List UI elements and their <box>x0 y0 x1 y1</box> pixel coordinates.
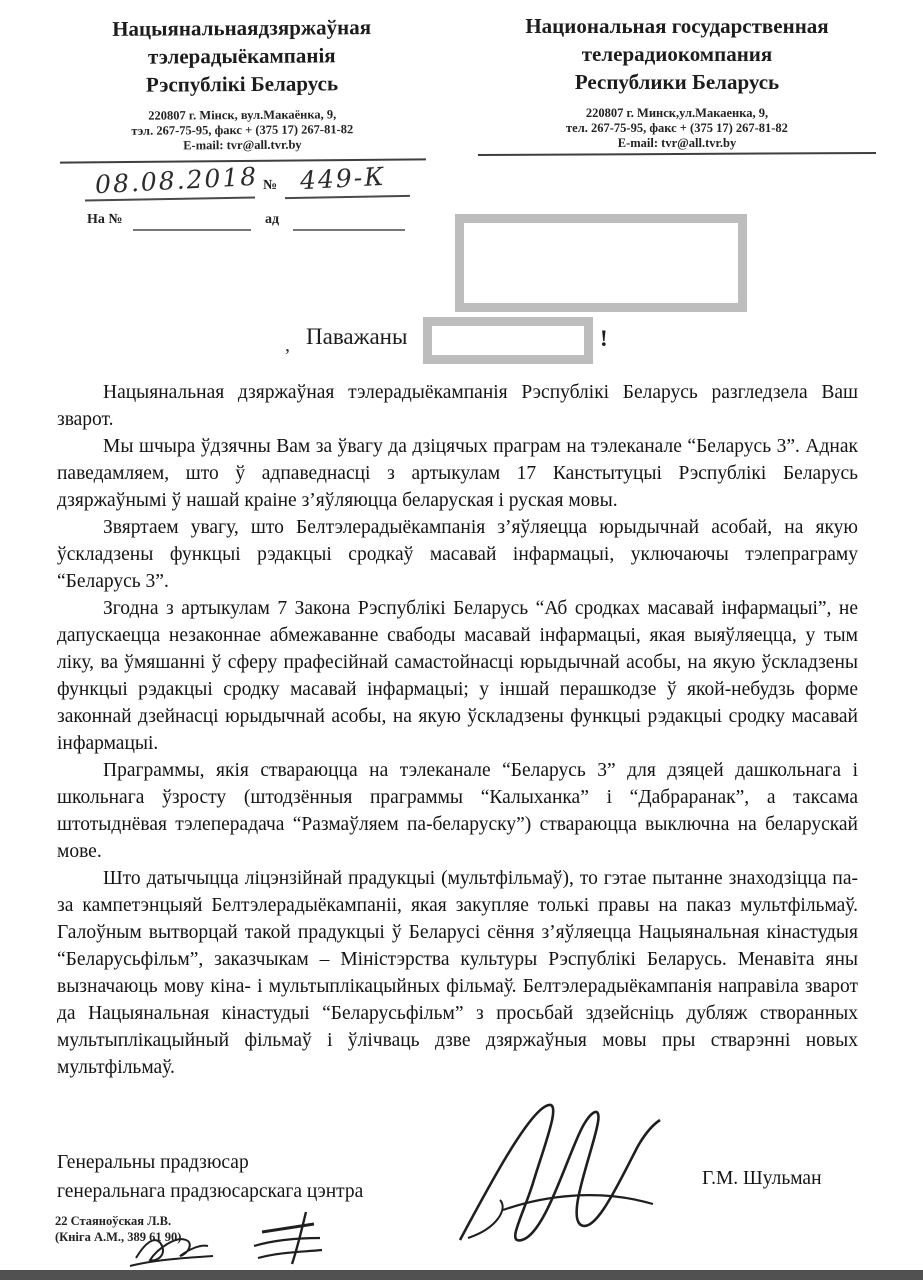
stray-comma-mark: ‚ <box>284 334 291 356</box>
redaction-box-addressee <box>455 214 747 312</box>
salutation-line <box>284 324 608 356</box>
handwritten-initial-mark <box>128 1228 218 1273</box>
org-name-line: телерадиокомпания <box>581 42 773 66</box>
body-paragraph: Нацыянальная дзяржаўная тэлерадыёкампанія Рэспублікі Беларусь разгледзела Ваш зварот. <box>57 382 858 430</box>
salutation-text: Паважаны <box>306 324 408 349</box>
number-symbol: № <box>263 178 278 193</box>
signatory-position <box>57 1148 363 1206</box>
number-underline <box>285 195 410 199</box>
org-name-line: тэлерадыёкампанія <box>147 43 336 69</box>
body-paragraph: Праграммы, якія ствараюцца на тэлеканале “Беларусь 3” для дзяцей дашкольнага і школьнага ўзросту (штодзённыя праграммы “Калыханка” і “Дабраранак”, а таксама штотыднёвая тэлеперадача “Размаўляем па-беларуску”) ствараюцца выключна на беларускай мове. <box>57 760 858 862</box>
executor-phone: (Кніга А.М., 389 61 90) <box>55 1230 182 1244</box>
address-line: тел. 267-75-95, факс + (375 17) 267-81-82 <box>566 121 788 135</box>
body-paragraph: Звяртаем увагу, што Белтэлерадыёкампанія з’яўляецца юрыдычнай асобай, на якую ўскладзены функцыі рэдакцыі сродкаў масавай інфармацыі, уключаючы тэлепраграму “Беларусь 3”. <box>57 517 858 592</box>
email-line: E-mail: tvr@all.tvr.by <box>617 136 737 150</box>
position-line: Генеральны прадзюсар <box>57 1152 249 1173</box>
blank-date-underline <box>293 229 405 231</box>
address-line: тэл. 267-75-95, факс + (375 17) 267-81-82 <box>131 122 354 138</box>
executor-name: 22 Стаяноўская Л.В. <box>55 1214 172 1228</box>
body-paragraph: Згодна з артыкулам 7 Закона Рэспублікі Беларусь “Аб сродках масавай інфармацыі”, не дапускаецца незаконнае абмежаванне свабоды масавай інфармацыі, якая выяўляецца, у тым ліку, ва ўмяшанні ў сферу прафесійнай самастойнасці юрыдычнай асобы, на якую ўскладзены функцыі рэдакцыі сродку масавай інфармацыі; у іншай перашкодзе ў якой-небудзь форме законнай дзейнасці юрыдычнай асобы, на якую ўскладзены функцыі рэдакцыі сродку масавай інфармацыі. <box>57 598 858 754</box>
reply-from-label: ад <box>265 212 280 227</box>
redaction-box-name <box>423 317 593 364</box>
org-address <box>482 106 872 151</box>
email-line: E-mail: tvr@all.tvr.by <box>183 137 302 153</box>
viewer-bottom-bar <box>0 1270 923 1280</box>
position-line: генеральнага прадзюсарскага цэнтра <box>57 1181 364 1202</box>
org-name-line: Национальная государственная <box>525 14 829 38</box>
address-line: 220807 г. Мінск, вул.Макаёнка, 9, <box>148 107 337 123</box>
reference-block <box>85 161 425 236</box>
letter-body <box>57 379 858 1081</box>
letterhead-divider-line <box>478 152 876 156</box>
handwritten-outgoing-number: 449-К <box>299 161 387 196</box>
body-paragraph: Што датычыцца ліцэнзійнай прадукцыі (мультфільмаў), то гэтае пытанне знаходзіцца па-за кампетэнцыяй Белтэлерадыёкампаніі, якая закупляе толькі правы на паказ мультфільмаў. Галоўным вытворцай такой прадукцыі ў Беларусі сёння з’яўляецца Нацыянальная кінастудыя “Беларусьфільм”, заказчыкам – Міністэрства культуры Рэспублікі Беларусь. Менавіта яны вызначаюць мову кіна- і мультыплікацыйных фільмаў. Белтэлерадыёкампанія направіла зварот да Нацыянальная кінастудыі “Беларусьфільм” з просьбай здзейсніць дубляж створанных мультыплікацыйный фільмаў і ўлічваць дзве дзяржаўныя мовы пры стварэнні новых мультфільмаў. <box>57 868 858 1078</box>
address-line: 220807 г. Минск,ул.Макаенка, 9, <box>585 106 769 120</box>
org-name-line: Республики Беларусь <box>574 70 780 94</box>
org-name-line: Рэспублікі Беларусь <box>145 71 339 97</box>
blank-number-underline <box>133 229 251 231</box>
body-paragraph: Мы шчыра ўдзячны Вам за ўвагу да дзіцячых праграм на тэлеканале “Беларусь 3”. Аднак паведамляем, што ў адпаведнасці з артыкулам 17 Канстытуцыі Рэспублікі Беларусь дзяржаўнымі ў нашай краіне з’яўляюцца беларуская і руская мовы. <box>57 436 858 511</box>
org-name-line: Нацыянальнаядзяржаўная <box>112 15 372 41</box>
incoming-reference-line <box>85 212 425 236</box>
handwritten-date: 08.08.2018 <box>94 161 259 200</box>
salutation-exclamation: ! <box>600 326 608 351</box>
letterhead-russian <box>482 12 872 151</box>
handwritten-signature <box>448 1088 678 1248</box>
handwritten-initial-mark <box>248 1210 328 1270</box>
reply-to-number-label: На № <box>87 212 123 227</box>
signatory-name: Г.М. Шульман <box>702 1168 822 1189</box>
letterhead-belarusian <box>62 13 423 155</box>
org-address <box>62 107 422 155</box>
outgoing-reference-line <box>85 161 425 202</box>
